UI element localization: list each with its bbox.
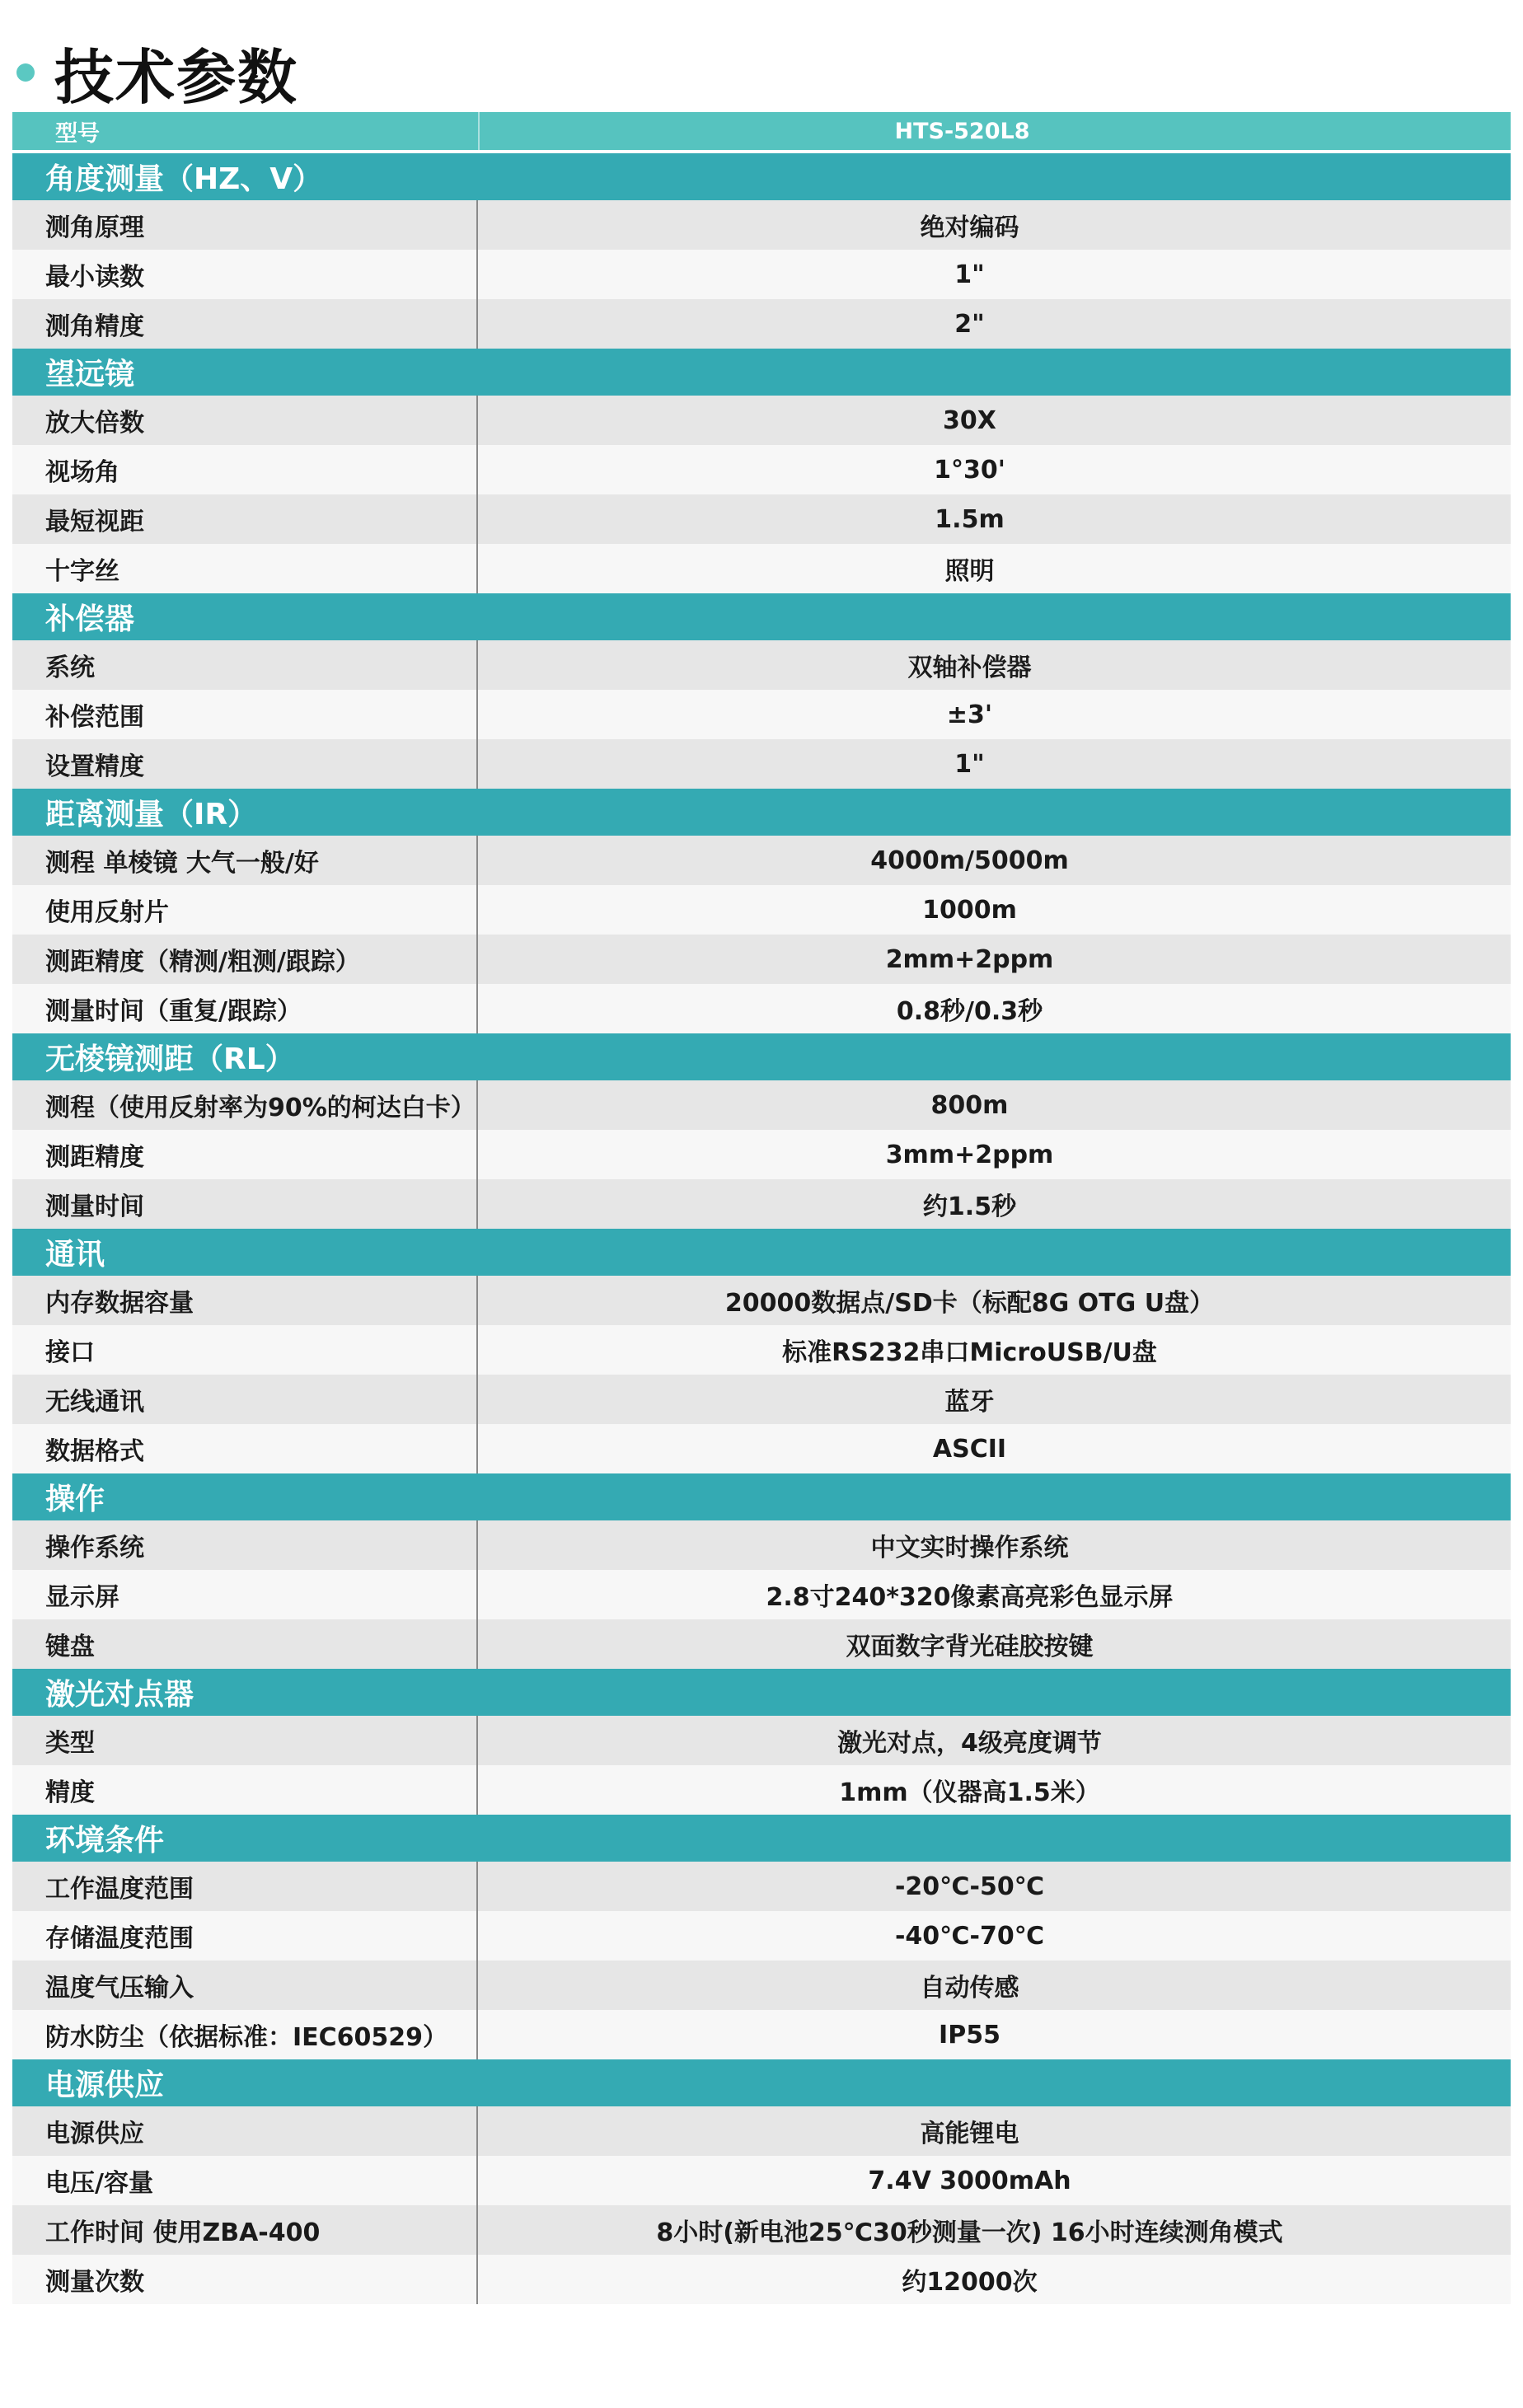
spec-value: 照明 (944, 557, 995, 586)
model-value: HTS-520L8 (478, 112, 1511, 150)
spec-row (12, 885, 1511, 935)
spec-row (12, 836, 1511, 885)
spec-value: 标准RS232串口MicroUSB/U盘 (782, 1338, 1157, 1367)
spec-label: 测角精度 (12, 299, 478, 349)
section-header: 距离测量（IR） (12, 789, 1511, 836)
spec-value: 1.5m (935, 504, 1005, 534)
section-header: 电源供应 (12, 2059, 1511, 2106)
spec-label: 测程（使用反射率为90%的柯达白卡） (12, 1080, 478, 1130)
spec-label: 最小读数 (12, 250, 478, 299)
spec-row (12, 935, 1511, 984)
spec-row (12, 544, 1511, 593)
spec-value: 1mm（仪器高1.5米） (839, 1778, 1100, 1807)
spec-row (12, 445, 1511, 494)
spec-label: 十字丝 (12, 544, 478, 593)
spec-value: ASCII (932, 1434, 1007, 1464)
section-header: 补偿器 (12, 593, 1511, 640)
spec-value: 1" (954, 260, 985, 289)
spec-label: 精度 (12, 1765, 478, 1815)
section-header: 激光对点器 (12, 1669, 1511, 1716)
spec-label: 键盘 (12, 1619, 478, 1669)
spec-row (12, 1424, 1511, 1473)
spec-row (12, 299, 1511, 349)
spec-row (12, 2010, 1511, 2059)
spec-row (12, 2106, 1511, 2156)
section-header: 望远镜 (12, 349, 1511, 396)
spec-value: 1000m (922, 895, 1017, 925)
spec-label: 操作系统 (12, 1520, 478, 1570)
spec-label: 电压/容量 (12, 2156, 478, 2205)
spec-value: 8小时(新电池25℃30秒测量一次) 16小时连续测角模式 (656, 2218, 1283, 2247)
spec-row (12, 2205, 1511, 2255)
spec-value: -40℃-70℃ (894, 1921, 1045, 1951)
spec-label: 防水防尘（依据标准：IEC60529） (12, 2010, 478, 2059)
spec-value: 4000m/5000m (870, 846, 1069, 875)
spec-row (12, 2255, 1511, 2304)
spec-label: 数据格式 (12, 1424, 478, 1473)
spec-row (12, 739, 1511, 789)
spec-value: 2.8寸240*320像素高亮彩色显示屏 (766, 1583, 1174, 1612)
spec-row (12, 494, 1511, 544)
spec-value: 800m (930, 1090, 1009, 1120)
spec-label: 最短视距 (12, 494, 478, 544)
spec-value: ±3' (946, 700, 993, 729)
spec-row (12, 1911, 1511, 1961)
spec-value: IP55 (939, 2020, 1000, 2050)
spec-value: 1°30' (934, 455, 1005, 485)
spec-label: 工作时间 使用ZBA-400 (12, 2205, 478, 2255)
spec-label: 补偿范围 (12, 690, 478, 739)
model-row (12, 112, 1511, 153)
spec-label: 温度气压输入 (12, 1961, 478, 2010)
spec-label: 电源供应 (12, 2106, 478, 2156)
spec-label: 使用反射片 (12, 885, 478, 935)
spec-label: 测量时间 (12, 1179, 478, 1229)
spec-label: 测距精度 (12, 1130, 478, 1179)
spec-value: 2mm+2ppm (885, 944, 1054, 974)
spec-row (12, 1520, 1511, 1570)
spec-label: 放大倍数 (12, 396, 478, 445)
spec-row (12, 1130, 1511, 1179)
spec-row (12, 1080, 1511, 1130)
spec-label: 测程 单棱镜 大气一般/好 (12, 836, 478, 885)
spec-label: 测量次数 (12, 2255, 478, 2304)
spec-row (12, 1961, 1511, 2010)
spec-value: 中文实时操作系统 (870, 1534, 1069, 1562)
spec-value: 30X (943, 405, 996, 435)
spec-value: 3mm+2ppm (885, 1140, 1054, 1169)
spec-row (12, 200, 1511, 250)
spec-row (12, 1619, 1511, 1669)
spec-row (12, 1570, 1511, 1619)
spec-row (12, 1716, 1511, 1765)
model-label: 型号 (55, 120, 100, 147)
spec-row (12, 1765, 1511, 1815)
spec-value: -20℃-50℃ (894, 1872, 1045, 1901)
spec-label: 类型 (12, 1716, 478, 1765)
spec-row (12, 1179, 1511, 1229)
section-header: 角度测量（HZ、V） (12, 153, 1511, 200)
spec-value: 约1.5秒 (922, 1192, 1017, 1221)
section-header: 环境条件 (12, 1815, 1511, 1862)
spec-value: 双面数字背光硅胶按键 (846, 1633, 1094, 1661)
spec-value: 高能锂电 (920, 2120, 1019, 2148)
spec-value: 约12000次 (902, 2268, 1038, 2297)
spec-label: 无线通讯 (12, 1375, 478, 1424)
page-heading (16, 31, 298, 114)
section-header: 通讯 (12, 1229, 1511, 1276)
spec-value: 20000数据点/SD卡（标配8G OTG U盘） (724, 1289, 1215, 1318)
page-title: 技术参数 (54, 43, 299, 112)
spec-value: 蓝牙 (944, 1388, 995, 1417)
spec-row (12, 250, 1511, 299)
spec-value: 0.8秒/0.3秒 (896, 997, 1043, 1026)
spec-row (12, 396, 1511, 445)
spec-label: 视场角 (12, 445, 478, 494)
spec-label: 显示屏 (12, 1570, 478, 1619)
section-header: 无棱镜测距（RL） (12, 1033, 1511, 1080)
spec-value: 激光对点，4级亮度调节 (837, 1729, 1102, 1758)
spec-label: 测角原理 (12, 200, 478, 250)
spec-value: 双轴补偿器 (907, 654, 1032, 682)
spec-label: 工作温度范围 (12, 1862, 478, 1911)
spec-row (12, 1325, 1511, 1375)
section-header: 操作 (12, 1473, 1511, 1520)
spec-table (12, 112, 1511, 2304)
spec-row (12, 1862, 1511, 1911)
spec-value: 7.4V 3000mAh (868, 2166, 1071, 2195)
spec-row (12, 2156, 1511, 2205)
spec-value: 2" (954, 309, 985, 339)
spec-label: 测量时间（重复/跟踪） (12, 984, 478, 1033)
spec-label: 内存数据容量 (12, 1276, 478, 1325)
bullet-dot-icon (16, 63, 35, 82)
spec-row (12, 984, 1511, 1033)
spec-value: 自动传感 (920, 1974, 1019, 2003)
spec-label: 设置精度 (12, 739, 478, 789)
spec-row (12, 640, 1511, 690)
spec-label: 测距精度（精测/粗测/跟踪） (12, 935, 478, 984)
spec-label: 系统 (12, 640, 478, 690)
spec-label: 接口 (12, 1325, 478, 1375)
spec-row (12, 690, 1511, 739)
spec-value: 绝对编码 (920, 213, 1019, 242)
spec-value: 1" (954, 749, 985, 779)
spec-row (12, 1276, 1511, 1325)
spec-row (12, 1375, 1511, 1424)
spec-label: 存储温度范围 (12, 1911, 478, 1961)
